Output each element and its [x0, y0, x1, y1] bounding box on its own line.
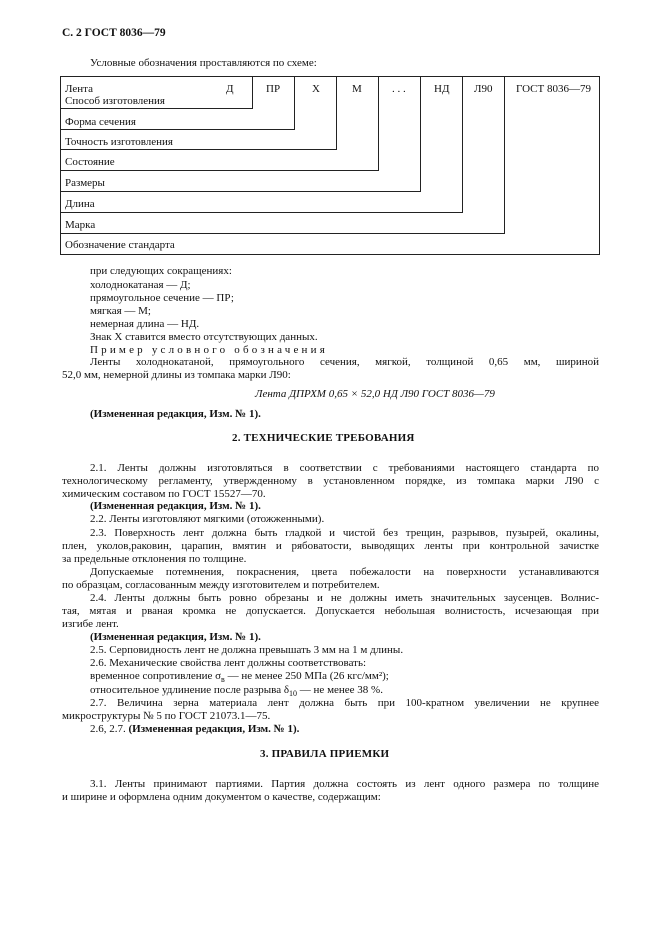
para-2-5: 2.5. Серповидность лент не должна превышать 3 мм на 1 м длины. [90, 644, 404, 656]
scheme-lead: Лента [65, 83, 93, 95]
amendment-note: (Измененная редакция, Изм. № 1). [90, 631, 261, 643]
amendment-note: (Измененная редакция, Изм. № 1). [90, 408, 261, 420]
code-l90: Л90 [474, 83, 493, 95]
para-2-1: 2.1. Ленты должны изготовляться в соответствии с требованиями настоящего стандарта по [90, 462, 599, 474]
para-2-3-b: Допускаемые потемнения, покраснения, цвета побежалости на поверхности устанавливаются [90, 566, 599, 578]
para-2-3-b-cont: по образцам, согласованным между изготовителем и потребителем. [62, 579, 380, 591]
amendment-note: (Измененная редакция, Изм. № 1). [90, 500, 261, 512]
section-3-title: 3. ПРАВИЛА ПРИЕМКИ [260, 748, 390, 760]
tensile-subscript: в [221, 675, 225, 685]
tensile-label: временное сопротивление σ [90, 670, 222, 682]
example-text: Ленты холоднокатаной, прямоугольного сечения, мягкой, толщиной 0,65 мм, шириной [90, 356, 599, 368]
code-gost: ГОСТ 8036—79 [516, 83, 591, 95]
para-2-3: 2.3. Поверхность лент должна быть гладкой и чистой без трещин, разрывов, пузырей, окалины, [90, 527, 599, 539]
example-title: Пример условного обозначения [90, 344, 328, 356]
example-text-cont: 52,0 мм, немерной длины из томпака марки Л90: [62, 369, 291, 381]
para-2-4-cont: тая, мятая и рваная кромка не допускается. Допускается небольшая волнистость, исчезающая при [62, 605, 599, 617]
code-nd: НД [434, 83, 450, 95]
abbrev-item: мягкая — М; [90, 305, 151, 317]
abbrev-item: холоднокатаная — Д; [90, 279, 191, 291]
example-designation: Лента ДПРХМ 0,65 × 52,0 НД Л90 ГОСТ 8036—79 [255, 388, 495, 400]
page-header: С. 2 ГОСТ 8036—79 [62, 27, 166, 39]
elongation-value: — не менее 38 %. [297, 684, 383, 696]
abbrev-item: прямоугольное сечение — ПР; [90, 292, 234, 304]
amendment-note: (Измененная редакция, Изм. № 1). [128, 723, 300, 735]
abbrev-item: немерная длина — НД. [90, 318, 200, 330]
row-grade: Марка [65, 219, 96, 231]
abbrev-note: Знак Х ставится вместо отсутствующих данных. [90, 331, 318, 343]
row-section-shape: Форма сечения [65, 116, 136, 128]
row-standard-designation: Обозначение стандарта [65, 239, 175, 251]
row-length: Длина [65, 198, 95, 210]
para-2-6: 2.6. Механические свойства лент должны соответствовать: [90, 657, 367, 669]
code-dots: . . . [392, 83, 406, 95]
code-m: М [352, 83, 362, 95]
para-2-7: 2.7. Величина зерна материала лент должна быть при 100-кратном увеличении не крупнее [90, 697, 599, 709]
code-pr: ПР [266, 83, 281, 95]
para-2-2: 2.2. Ленты изготовляют мягкими (отожженными). [90, 513, 325, 525]
para-2-1-cont: технологическому регламенту, утвержденному в установленном порядке, из томпака марки Л90 с [62, 475, 599, 487]
para-2-4: 2.4. Ленты должны быть ровно обрезаны и не должны иметь значительных заусенцев. Волнис- [90, 592, 599, 604]
row-accuracy: Точность изготовления [65, 136, 173, 148]
section-2-title: 2. ТЕХНИЧЕСКИЕ ТРЕБОВАНИЯ [232, 432, 415, 444]
elongation-label: относительное удлинение после разрыва δ [90, 684, 290, 696]
para-3-1: 3.1. Ленты принимают партиями. Партия должна состоять из лент одного размера по толщине [90, 778, 599, 790]
row-dimensions: Размеры [65, 177, 105, 189]
para-2-7-cont: микроструктуры № 5 по ГОСТ 21073.1—75. [62, 710, 271, 722]
elongation-subscript: 10 [289, 689, 298, 699]
clause-ref: 2.6, 2.7. [90, 723, 129, 735]
scheme-intro: Условные обозначения проставляются по схеме: [90, 57, 317, 69]
abbrev-title: при следующих сокращениях: [90, 265, 232, 277]
para-2-6-2-7-amend [90, 723, 299, 736]
para-3-1-cont: и ширине и оформлена одним документом о качестве, содержащим: [62, 791, 381, 803]
row-state: Состояние [65, 156, 115, 168]
para-2-3-cont: плен, уколов,раковин, царапин, вмятин и рябоватости, выводящих ленты при контрольной зачистке [62, 540, 599, 552]
code-d: Д [226, 83, 234, 95]
para-2-1-cont: химическим составом по ГОСТ 15527—70. [62, 488, 266, 500]
code-x: Х [312, 83, 320, 95]
tensile-value: — не менее 250 МПа (26 кгс/мм²); [224, 670, 389, 682]
para-2-4-cont: изгибе лент. [62, 618, 119, 630]
row-production-method: Способ изготовления [65, 95, 165, 107]
para-2-3-cont: за предельные отклонения по толщине. [62, 553, 247, 565]
